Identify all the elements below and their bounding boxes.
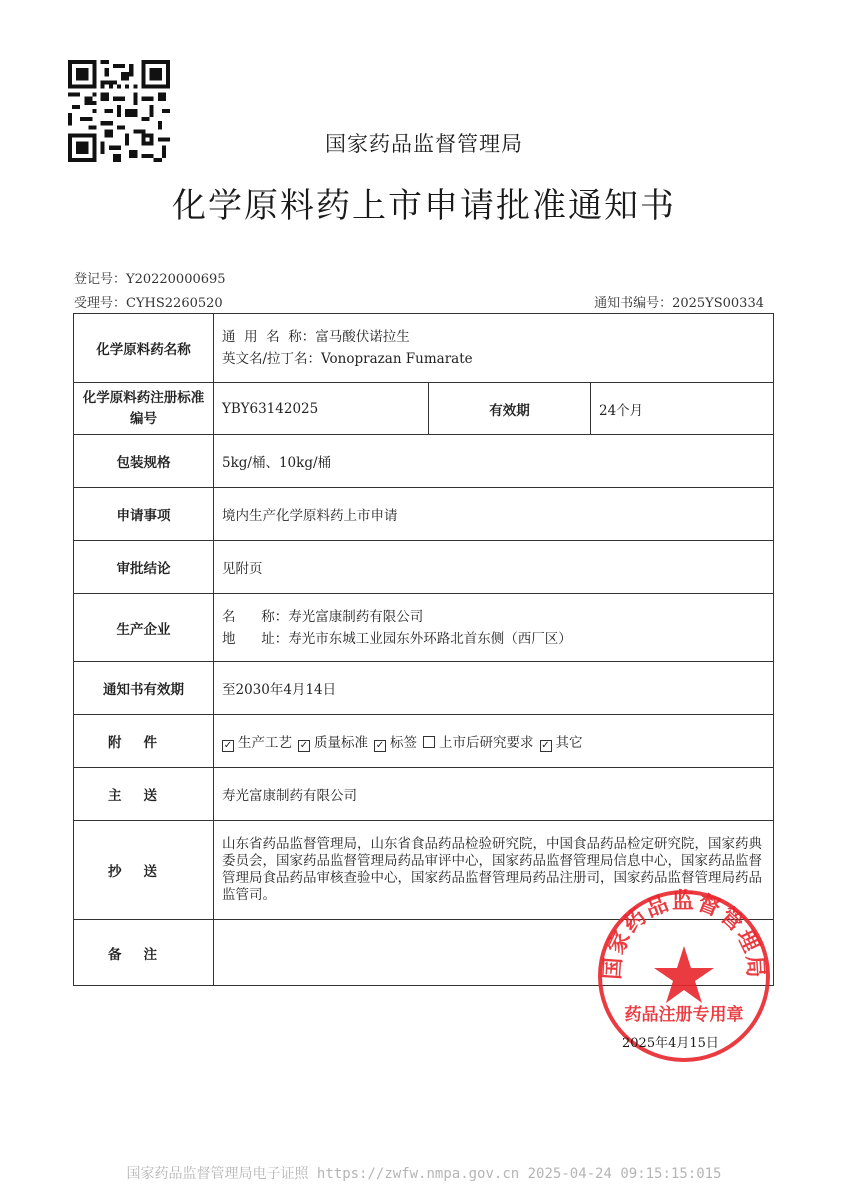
remarks-label: 备注 [74, 920, 214, 986]
attachment-label: 其它 [555, 734, 583, 751]
notice-validity-value: 至2030年4月14日 [214, 662, 774, 715]
seal-ring-text: 国家药品监督管理局 [600, 889, 768, 981]
attachment-item [540, 735, 583, 751]
attachment-label: 上市后研究要求 [439, 734, 534, 751]
generic-name: 通 用 名 称：富马酸伏诺拉生 [222, 329, 410, 345]
table-row [74, 314, 774, 383]
package-label: 包装规格 [74, 435, 214, 488]
table-row [74, 594, 774, 662]
notice-validity-label: 通知书有效期 [74, 662, 214, 715]
table-row [74, 715, 774, 768]
seal-bottom-text: 药品注册专用章 [624, 1005, 744, 1025]
table-row [74, 488, 774, 541]
registration-number: 登记号：Y20220000695 [74, 272, 226, 287]
document-title: 化学原料药上市申请批准通知书 [172, 186, 676, 226]
issue-date: 2025年4月15日 [622, 1036, 719, 1051]
recipient-value: 寿光富康制药有限公司 [214, 768, 774, 821]
table-row [74, 768, 774, 821]
name-label: 化学原料药名称 [74, 314, 214, 383]
notice-number: 通知书编号：2025YS00334 [594, 296, 764, 311]
validity-label: 有效期 [429, 383, 591, 435]
cc-label: 抄送 [74, 821, 214, 920]
checked-box-icon: ✓ [223, 739, 233, 751]
standard-value: YBY63142025 [214, 383, 429, 435]
attachments-cell [214, 715, 774, 768]
application-value: 境内生产化学原料药上市申请 [214, 488, 774, 541]
attachment-item [298, 735, 368, 751]
attachment-item [222, 735, 292, 751]
attachment-label: 质量标准 [314, 734, 368, 751]
application-label: 申请事项 [74, 488, 214, 541]
english-name: 英文名/拉丁名：Vonoprazan Fumarate [222, 351, 473, 367]
issuing-agency: 国家药品监督管理局 [325, 132, 523, 156]
attachments-list [222, 735, 589, 751]
manufacturer-address: 地 址：寿光市东城工业园东外环路北首东侧（西厂区） [222, 630, 572, 647]
checked-box-icon: ✓ [375, 739, 385, 751]
attachments-label: 附件 [74, 715, 214, 768]
manufacturer-cell [214, 594, 774, 662]
checked-box-icon: ✓ [541, 739, 550, 751]
manufacturer-name: 名 称：寿光富康制药有限公司 [222, 608, 424, 625]
table-row [74, 541, 774, 594]
table-row [74, 435, 774, 488]
validity-value: 24个月 [591, 383, 774, 435]
cc-value: 山东省药品监督管理局，山东省食品药品检验研究院，中国食品药品检定研究院，国家药典委员会，国家药品监督管理局药品审评中心，国家药品监督管理局信息中心，国家药品监督管理局食品药品审核查验中心，国家药品监督管理局药品注册司，国家药品监督管理局药品监管司。 [214, 821, 774, 920]
conclusion-value: 见附页 [214, 541, 774, 594]
table-row [74, 383, 774, 435]
acceptance-number: 受理号：CYHS2260520 [74, 296, 223, 311]
attachment-label: 生产工艺 [238, 734, 292, 751]
conclusion-label: 审批结论 [74, 541, 214, 594]
standard-label: 化学原料药注册标准编号 [74, 383, 214, 435]
unchecked-box-icon [423, 736, 435, 748]
approval-table [73, 313, 774, 986]
package-value: 5kg/桶、10kg/桶 [214, 435, 774, 488]
attachment-item [423, 735, 534, 751]
attachment-label: 标签 [390, 734, 417, 751]
table-row [74, 662, 774, 715]
footer-e-license: 国家药品监督管理局电子证照 https://zwfw.nmpa.gov.cn 2025-04-24 09:15:15:015 [126, 1166, 722, 1182]
name-cell [214, 314, 774, 383]
attachment-item [374, 735, 417, 751]
seal-star-icon [654, 946, 714, 1003]
checked-box-icon: ✓ [299, 739, 309, 751]
recipient-label: 主送 [74, 768, 214, 821]
manufacturer-label: 生产企业 [74, 594, 214, 662]
